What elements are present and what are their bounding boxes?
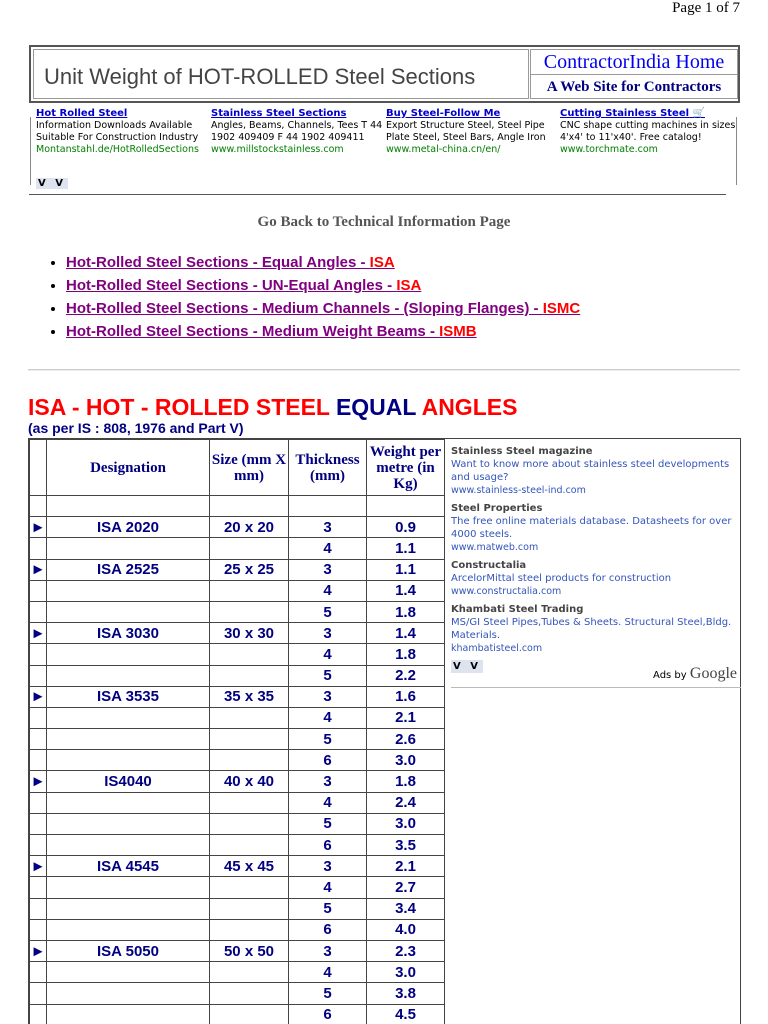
table-row bbox=[30, 686, 445, 707]
ad-url[interactable]: www.constructalia.com bbox=[451, 586, 562, 597]
thickness-cell: 4 bbox=[289, 877, 367, 898]
thickness-cell: 3 bbox=[289, 940, 367, 961]
size-cell bbox=[210, 538, 289, 559]
heading-part: ANGLES bbox=[421, 394, 518, 420]
row-marker-icon bbox=[30, 707, 47, 728]
thickness-cell: 5 bbox=[289, 983, 367, 1004]
header-home-panel bbox=[530, 49, 738, 99]
weight-cell: 0.9 bbox=[367, 517, 445, 538]
ad-item[interactable] bbox=[451, 559, 739, 598]
size-cell bbox=[210, 898, 289, 919]
ad-desc: Export Structure Steel, Steel Pipe Plate Steel, Steel Bars, Angle Iron bbox=[386, 120, 546, 143]
size-cell: 40 x 40 bbox=[210, 771, 289, 792]
thickness-cell: 5 bbox=[289, 601, 367, 622]
thickness-cell: 4 bbox=[289, 644, 367, 665]
ad-nav-button[interactable]: V V bbox=[38, 178, 66, 189]
ad-url[interactable]: khambatisteel.com bbox=[451, 643, 543, 654]
size-cell bbox=[210, 580, 289, 601]
row-marker-icon bbox=[30, 792, 47, 813]
row-marker-icon bbox=[30, 1004, 47, 1024]
ad-divider bbox=[736, 117, 737, 185]
thickness-cell: 3 bbox=[289, 623, 367, 644]
row-marker-icon bbox=[30, 898, 47, 919]
table-row bbox=[30, 940, 445, 961]
list-item bbox=[66, 321, 580, 344]
weight-cell bbox=[367, 496, 445, 517]
designation-cell bbox=[47, 707, 210, 728]
ad-divider bbox=[30, 117, 31, 185]
link-text: Hot-Rolled Steel Sections - Medium Weight Beams - bbox=[66, 323, 440, 340]
weight-cell: 3.0 bbox=[367, 750, 445, 771]
weights-table bbox=[29, 439, 445, 1024]
size-cell: 50 x 50 bbox=[210, 940, 289, 961]
table-row bbox=[30, 644, 445, 665]
weight-cell: 2.7 bbox=[367, 877, 445, 898]
divider bbox=[28, 369, 740, 371]
weight-cell: 1.8 bbox=[367, 644, 445, 665]
size-cell bbox=[210, 729, 289, 750]
ad-desc: Information Downloads Available Suitable For Construction Industry bbox=[36, 120, 199, 143]
weight-cell: 3.5 bbox=[367, 835, 445, 856]
size-cell bbox=[210, 962, 289, 983]
row-marker-icon: ► bbox=[30, 623, 47, 644]
size-cell: 35 x 35 bbox=[210, 686, 289, 707]
row-marker-icon: ► bbox=[30, 940, 47, 961]
page-number: Page 1 of 7 bbox=[672, 0, 740, 16]
designation-cell bbox=[47, 962, 210, 983]
ad-divider bbox=[29, 194, 726, 195]
row-marker-icon bbox=[30, 644, 47, 665]
ad-url[interactable]: www.metal-china.cn/en/ bbox=[386, 144, 501, 155]
top-ad-banner bbox=[34, 108, 740, 192]
thickness-cell bbox=[289, 496, 367, 517]
section-link[interactable] bbox=[66, 300, 580, 317]
link-code: ISA bbox=[369, 254, 395, 271]
weight-cell: 4.0 bbox=[367, 919, 445, 940]
link-text: Hot-Rolled Steel Sections - UN-Equal Angles - bbox=[66, 277, 397, 294]
ad-item[interactable] bbox=[451, 502, 739, 554]
row-marker-icon bbox=[30, 580, 47, 601]
ads-by-google[interactable] bbox=[653, 667, 737, 682]
designation-cell bbox=[47, 580, 210, 601]
size-cell bbox=[210, 707, 289, 728]
header-cell: Weight per metre (in Kg) bbox=[367, 440, 445, 496]
weight-cell: 1.8 bbox=[367, 601, 445, 622]
row-marker-icon bbox=[30, 962, 47, 983]
table-row bbox=[30, 877, 445, 898]
link-code: ISMB bbox=[439, 323, 477, 340]
designation-cell: IS4040 bbox=[47, 771, 210, 792]
site-tagline: A Web Site for Contractors bbox=[546, 79, 722, 95]
ad-desc: MS/GI Steel Pipes,Tubes & Sheets. Structural Steel,Bldg. Materials. bbox=[451, 617, 732, 641]
thickness-cell: 3 bbox=[289, 771, 367, 792]
ad-nav-button[interactable]: V V bbox=[453, 661, 481, 672]
section-link[interactable] bbox=[66, 254, 395, 271]
thickness-cell: 5 bbox=[289, 898, 367, 919]
weight-cell: 2.1 bbox=[367, 856, 445, 877]
size-cell bbox=[210, 601, 289, 622]
row-marker-icon bbox=[30, 877, 47, 898]
ad-desc: Angles, Beams, Channels, Tees T 44 1902 409409 F 44 1902 409411 bbox=[211, 120, 383, 143]
heading-part: EQUAL bbox=[335, 394, 422, 420]
header bbox=[29, 45, 740, 103]
ad-title[interactable]: Stainless Steel magazine bbox=[451, 446, 593, 457]
row-marker-icon bbox=[30, 750, 47, 771]
weight-cell: 1.1 bbox=[367, 559, 445, 580]
weight-cell: 1.4 bbox=[367, 580, 445, 601]
size-cell bbox=[210, 644, 289, 665]
ad-item[interactable] bbox=[386, 108, 562, 156]
header-cell: Size (mm X mm) bbox=[210, 440, 289, 496]
ad-title[interactable]: Stainless Steel Sections bbox=[211, 108, 347, 119]
table-row bbox=[30, 538, 445, 559]
thickness-cell: 4 bbox=[289, 707, 367, 728]
table-row bbox=[30, 623, 445, 644]
thickness-cell: 3 bbox=[289, 559, 367, 580]
designation-cell: ISA 2020 bbox=[47, 517, 210, 538]
size-cell bbox=[210, 496, 289, 517]
list-item bbox=[66, 275, 580, 298]
thickness-cell: 5 bbox=[289, 729, 367, 750]
designation-cell bbox=[47, 538, 210, 559]
thickness-cell: 3 bbox=[289, 517, 367, 538]
table-row bbox=[30, 898, 445, 919]
page-title: Unit Weight of HOT-ROLLED Steel Sections bbox=[33, 49, 529, 99]
designation-cell bbox=[47, 729, 210, 750]
section-heading bbox=[28, 394, 517, 421]
row-marker-icon bbox=[30, 729, 47, 750]
table-row bbox=[30, 835, 445, 856]
ad-url[interactable]: www.stainless-steel-ind.com bbox=[451, 485, 586, 496]
designation-cell: ISA 2525 bbox=[47, 559, 210, 580]
size-cell bbox=[210, 792, 289, 813]
table-row bbox=[30, 792, 445, 813]
ad-divider bbox=[451, 687, 741, 688]
weight-cell: 1.8 bbox=[367, 771, 445, 792]
ads-by-label: Ads by bbox=[653, 670, 687, 681]
weight-cell: 1.1 bbox=[367, 538, 445, 559]
ad-url[interactable]: www.torchmate.com bbox=[560, 144, 658, 155]
table-row bbox=[30, 1004, 445, 1024]
ad-desc: ArcelorMittal steel products for construction bbox=[451, 573, 672, 584]
size-cell: 30 x 30 bbox=[210, 623, 289, 644]
thickness-cell: 5 bbox=[289, 665, 367, 686]
row-marker-icon: ► bbox=[30, 517, 47, 538]
designation-cell bbox=[47, 644, 210, 665]
designation-cell: ISA 3535 bbox=[47, 686, 210, 707]
designation-cell bbox=[47, 919, 210, 940]
size-cell: 20 x 20 bbox=[210, 517, 289, 538]
ad-title[interactable]: Buy Steel-Follow Me bbox=[386, 108, 501, 119]
row-marker-icon bbox=[30, 835, 47, 856]
list-item bbox=[66, 252, 580, 275]
designation-cell bbox=[47, 835, 210, 856]
table-row bbox=[30, 665, 445, 686]
size-cell bbox=[210, 813, 289, 834]
thickness-cell: 4 bbox=[289, 792, 367, 813]
designation-cell: ISA 5050 bbox=[47, 940, 210, 961]
header-cell: Designation bbox=[47, 440, 210, 496]
row-marker-icon: ► bbox=[30, 771, 47, 792]
size-cell bbox=[210, 835, 289, 856]
size-cell bbox=[210, 877, 289, 898]
table-container bbox=[28, 438, 741, 1024]
designation-cell bbox=[47, 496, 210, 517]
thickness-cell: 4 bbox=[289, 538, 367, 559]
table-row bbox=[30, 496, 445, 517]
weight-cell: 2.4 bbox=[367, 792, 445, 813]
size-cell: 45 x 45 bbox=[210, 856, 289, 877]
cart-icon: 🛒 bbox=[692, 108, 705, 119]
thickness-cell: 3 bbox=[289, 686, 367, 707]
thickness-cell: 5 bbox=[289, 813, 367, 834]
weight-cell: 3.0 bbox=[367, 962, 445, 983]
section-link[interactable] bbox=[66, 323, 477, 340]
table-row bbox=[30, 919, 445, 940]
ad-item[interactable] bbox=[451, 603, 739, 655]
weight-cell: 2.6 bbox=[367, 729, 445, 750]
table-row bbox=[30, 856, 445, 877]
thickness-cell: 6 bbox=[289, 1004, 367, 1024]
weight-cell: 2.1 bbox=[367, 707, 445, 728]
row-marker-icon: ► bbox=[30, 559, 47, 580]
size-cell bbox=[210, 750, 289, 771]
designation-cell: ISA 4545 bbox=[47, 856, 210, 877]
google-logo: Google bbox=[689, 665, 737, 682]
home-link[interactable]: ContractorIndia Home bbox=[531, 50, 737, 75]
table-header-row bbox=[30, 440, 445, 496]
table-row bbox=[30, 771, 445, 792]
weight-cell: 4.5 bbox=[367, 1004, 445, 1024]
designation-cell bbox=[47, 877, 210, 898]
designation-cell bbox=[47, 983, 210, 1004]
thickness-cell: 4 bbox=[289, 580, 367, 601]
section-link[interactable] bbox=[66, 277, 421, 294]
ad-item[interactable] bbox=[211, 108, 387, 156]
heading-part: ISA - HOT - ROLLED STEEL bbox=[28, 394, 336, 420]
thickness-cell: 3 bbox=[289, 856, 367, 877]
weight-cell: 2.2 bbox=[367, 665, 445, 686]
designation-cell bbox=[47, 1004, 210, 1024]
size-cell bbox=[210, 983, 289, 1004]
ad-title[interactable]: Constructalia bbox=[451, 560, 527, 571]
list-item bbox=[66, 298, 580, 321]
weight-cell: 1.6 bbox=[367, 686, 445, 707]
weight-cell: 3.4 bbox=[367, 898, 445, 919]
designation-cell bbox=[47, 813, 210, 834]
weight-cell: 2.3 bbox=[367, 940, 445, 961]
table-row bbox=[30, 962, 445, 983]
go-back-link[interactable]: Go Back to Technical Information Page bbox=[257, 214, 511, 230]
ad-url[interactable]: Montanstahl.de/HotRolledSections bbox=[36, 144, 199, 155]
size-cell bbox=[210, 919, 289, 940]
ad-item[interactable] bbox=[36, 108, 212, 156]
weight-cell: 1.4 bbox=[367, 623, 445, 644]
row-marker-icon bbox=[30, 919, 47, 940]
table-row bbox=[30, 517, 445, 538]
size-cell: 25 x 25 bbox=[210, 559, 289, 580]
designation-cell bbox=[47, 750, 210, 771]
size-cell bbox=[210, 665, 289, 686]
designation-cell bbox=[47, 792, 210, 813]
row-marker-icon: ► bbox=[30, 856, 47, 877]
size-cell bbox=[210, 1004, 289, 1024]
link-code: ISA bbox=[396, 277, 422, 294]
ad-title[interactable] bbox=[560, 108, 736, 120]
row-marker-icon: ► bbox=[30, 686, 47, 707]
table-row bbox=[30, 750, 445, 771]
row-marker-icon bbox=[30, 601, 47, 622]
ad-item[interactable] bbox=[560, 108, 736, 156]
ad-desc: The free online materials database. Datasheets for over 4000 steels. bbox=[451, 516, 732, 540]
side-ad-panel bbox=[451, 445, 739, 685]
link-text: Hot-Rolled Steel Sections - Medium Channels - (Sloping Flanges) - bbox=[66, 300, 543, 317]
designation-cell: ISA 3030 bbox=[47, 623, 210, 644]
row-marker-icon bbox=[30, 496, 47, 517]
row-marker-icon bbox=[30, 665, 47, 686]
thickness-cell: 4 bbox=[289, 962, 367, 983]
section-subtitle: (as per IS : 808, 1976 and Part V) bbox=[28, 420, 244, 436]
ad-url[interactable]: www.millstockstainless.com bbox=[211, 144, 344, 155]
ad-title[interactable]: Khambati Steel Trading bbox=[451, 604, 584, 615]
ad-title[interactable]: Hot Rolled Steel bbox=[36, 108, 128, 119]
ad-title-text: Cutting Stainless Steel bbox=[560, 108, 690, 119]
table-row bbox=[30, 601, 445, 622]
table-row bbox=[30, 707, 445, 728]
table-row bbox=[30, 580, 445, 601]
designation-cell bbox=[47, 665, 210, 686]
row-marker-icon bbox=[30, 538, 47, 559]
ad-title[interactable]: Steel Properties bbox=[451, 503, 543, 514]
ad-url[interactable]: www.matweb.com bbox=[451, 542, 539, 553]
ad-desc: Want to know more about stainless steel developments and usage? bbox=[451, 459, 730, 483]
ad-item[interactable] bbox=[451, 445, 739, 497]
section-links bbox=[48, 252, 580, 344]
table-row bbox=[30, 729, 445, 750]
designation-cell bbox=[47, 898, 210, 919]
row-marker-icon bbox=[30, 813, 47, 834]
table-body bbox=[30, 496, 445, 1024]
ad-desc: CNC shape cutting machines in sizes 4'x4' to 11'x40'. Free catalog! bbox=[560, 120, 736, 143]
row-marker-icon bbox=[30, 983, 47, 1004]
header-cell bbox=[30, 440, 47, 496]
designation-cell bbox=[47, 601, 210, 622]
thickness-cell: 6 bbox=[289, 919, 367, 940]
weight-cell: 3.8 bbox=[367, 983, 445, 1004]
table-row bbox=[30, 813, 445, 834]
table-row bbox=[30, 559, 445, 580]
link-text: Hot-Rolled Steel Sections - Equal Angles - bbox=[66, 254, 370, 271]
weight-cell: 3.0 bbox=[367, 813, 445, 834]
header-cell: Thickness (mm) bbox=[289, 440, 367, 496]
table-row bbox=[30, 983, 445, 1004]
thickness-cell: 6 bbox=[289, 750, 367, 771]
thickness-cell: 6 bbox=[289, 835, 367, 856]
link-code: ISMC bbox=[542, 300, 581, 317]
